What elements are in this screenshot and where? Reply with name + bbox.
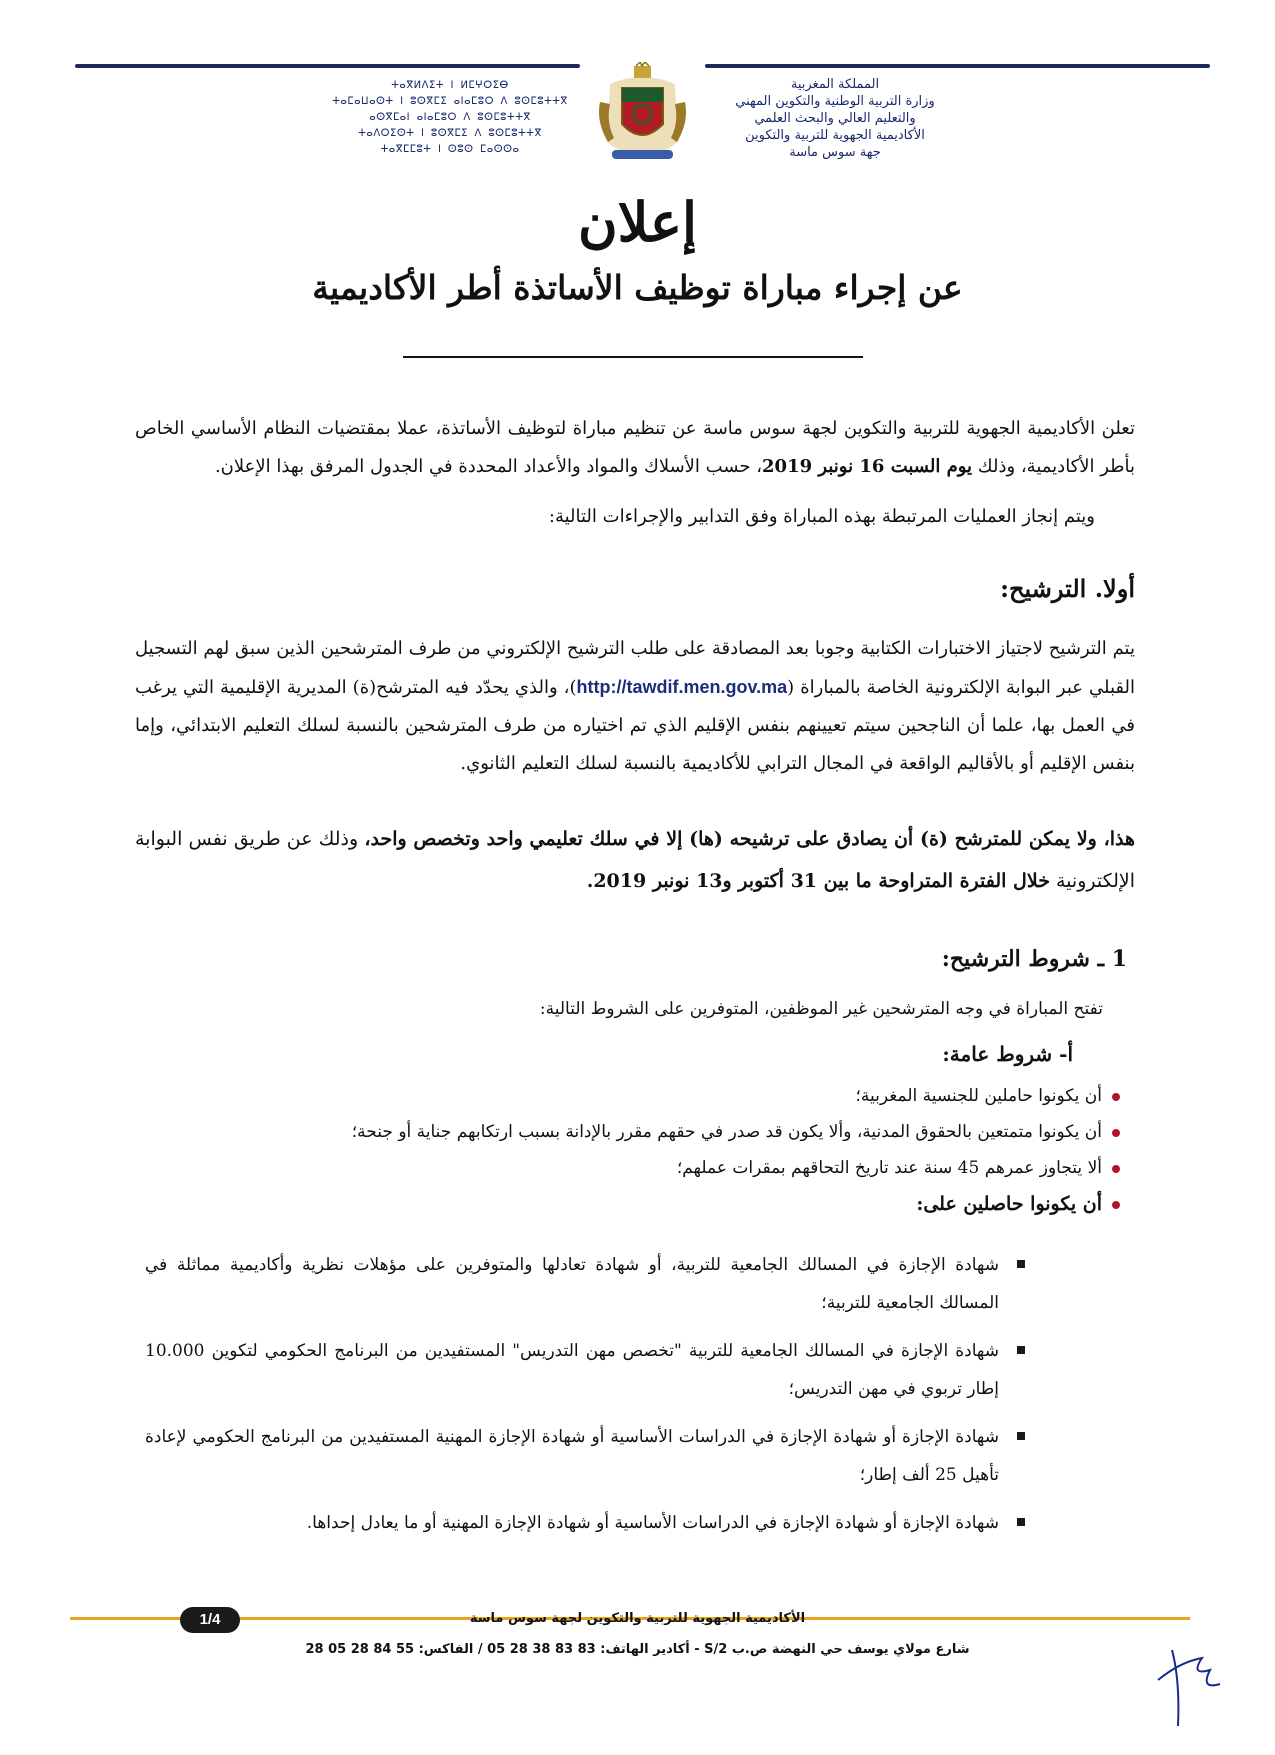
conditions-intro: تفتح المباراة في وجه المترشحين غير الموظفين، المتوفرين على الشروط التالية: bbox=[539, 999, 1103, 1019]
degrees-list bbox=[145, 1246, 1025, 1552]
bullet-dot-icon bbox=[1112, 1093, 1120, 1101]
conditions-heading: 1 ـ شروط الترشيح: bbox=[941, 946, 1127, 972]
bullet-dot-icon bbox=[1112, 1201, 1120, 1209]
intro-text-b: ، حسب الأسلاك والمواد والأعداد المحددة في الجدول المرفق بهذا الإعلان. bbox=[214, 456, 763, 477]
list-item bbox=[130, 1078, 1120, 1114]
square-bullet-icon bbox=[1017, 1518, 1025, 1526]
header-tif-line: ⵜⴰⴳⵍⴷⵉⵜ ⵏ ⵍⵎⵖⵔⵉⴱ bbox=[391, 80, 509, 91]
general-conditions-heading: أ- شروط عامة: bbox=[942, 1042, 1073, 1066]
header-tif-line: ⵜⴰⴷⵔⵉⵙⵜ ⵏ ⵓⵙⴳⵎⵉ ⴷ ⵓⵙⵎⵓⵜⵜⴳ bbox=[358, 128, 542, 139]
bullet-dot-icon bbox=[1112, 1129, 1120, 1137]
footer-address: شارع مولاي يوسف حي النهضة ص.ب 2/S - أكادير الهاتف: 83 83 38 28 05 / الفاكس: 55 84 28 05 28 bbox=[305, 1642, 970, 1657]
header-rule-left bbox=[75, 64, 580, 68]
general-conditions-list bbox=[130, 1078, 1120, 1222]
list-item-text: ألا يتجاوز عمرهم 45 سنة عند تاريخ التحاقهم بمقرات عملهم؛ bbox=[676, 1158, 1102, 1178]
header-tif-line: ⵜⴰⴳⵎⵎⵓⵜ ⵏ ⵙⵓⵙ ⵎⴰⵙⵙⴰ bbox=[380, 144, 520, 155]
list-item bbox=[130, 1150, 1120, 1186]
title-underline bbox=[403, 356, 863, 358]
header-tif-line: ⵜⴰⵎⴰⵡⴰⵙⵜ ⵏ ⵓⵙⴳⵎⵉ ⴰⵏⴰⵎⵓⵔ ⴷ ⵓⵙⵎⵓⵜⵜⴳ bbox=[332, 96, 568, 107]
page-number-badge: 1/4 bbox=[180, 1607, 240, 1633]
note-bold-a: هذا، ولا يمكن للمترشح (ة) أن يصادق على ترشيحه (ها) إلا في سلك تعليمي واحد وتخصص واحد، bbox=[364, 828, 1135, 850]
header-ar-line: المملكة المغربية bbox=[790, 77, 880, 92]
royal-coat-of-arms-icon bbox=[590, 62, 695, 172]
list-item bbox=[145, 1332, 1025, 1408]
header-ar-line: جهة سوس ماسة bbox=[789, 145, 881, 160]
list-item-text: أن يكونوا حاملين للجنسية المغربية؛ bbox=[855, 1086, 1102, 1106]
list-item bbox=[130, 1186, 1120, 1222]
exam-date: يوم السبت 16 نونبر 2019 bbox=[762, 456, 973, 477]
list-item-text: أن يكونوا متمتعين بالحقوق المدنية، وألا يكون قد صدر في حقهم مقرر بالإدانة بسبب ارتكابهم جناية أو جنحة؛ bbox=[351, 1122, 1102, 1142]
bullet-dot-icon bbox=[1112, 1165, 1120, 1173]
list-item-text: شهادة الإجازة أو شهادة الإجازة في الدراسات الأساسية أو شهادة الإجازة المهنية أو ما يعادل إحداها. bbox=[306, 1513, 999, 1533]
list-item bbox=[130, 1114, 1120, 1150]
portal-link[interactable]: http://tawdif.men.gov.ma bbox=[576, 677, 788, 697]
header-tifinagh-block bbox=[330, 78, 570, 158]
candidacy-text-b: )، والذي يحدّد فيه المترشح(ة) المديرية الإقليمية التي يرغب في العمل بها، علما أن الناجحين سيتم تعيينهم بنفس الإقليم الذي تم اختياره من طرف المترشحين بالنسبة لسلك التعليم الابتدائي، وإما بنفس الإقليم أو بالأقاليم الواقعة في المجال الترابي للأكاديمية بالنسبة لسلك التعليم الثانوي. bbox=[135, 677, 1135, 774]
square-bullet-icon bbox=[1017, 1432, 1025, 1440]
section-heading-candidacy: أولا. الترشيح: bbox=[1000, 574, 1135, 603]
square-bullet-icon bbox=[1017, 1346, 1025, 1354]
list-item bbox=[145, 1418, 1025, 1494]
announcement-title: إعلان bbox=[577, 190, 698, 254]
candidacy-paragraph bbox=[135, 630, 1135, 783]
header-ar-line: الأكاديمية الجهوية للتربية والتكوين bbox=[745, 128, 925, 143]
header-ar-line: وزارة التربية الوطنية والتكوين المهني bbox=[735, 94, 935, 109]
candidacy-text-a: يتم الترشيح لاجتياز الاختبارات الكتابية وجوبا بعد المصادقة على طلب الترشيح الإلكتروني من طرف المترشحين الذين سبق لهم التسجيل القبلي عبر البوابة الإلكترونية الخاصة بالمباراة ( bbox=[135, 638, 1135, 698]
intro-procedures: ويتم إنجاز العمليات المرتبطة بهذه المباراة وفق التدابير والإجراءات التالية: bbox=[548, 506, 1095, 527]
footer-organization: الأكاديمية الجهوية للتربية والتكوين لجهة سوس ماسة bbox=[469, 1611, 806, 1626]
list-item-text: أن يكونوا حاصلين على: bbox=[916, 1193, 1102, 1215]
header-tif-line: ⴰⵙⴳⵎⴰⵏ ⴰⵏⴰⵎⵓⵔ ⴷ ⵓⵙⵎⵓⵜⵜⴳ bbox=[369, 112, 531, 123]
note-text-mid: وذلك عن طريق نفس البوابة الإلكترونية bbox=[135, 828, 1135, 892]
square-bullet-icon bbox=[1017, 1260, 1025, 1268]
list-item-text: شهادة الإجازة في المسالك الجامعية للتربية "تخصص مهن التدريس" المستفيدين من البرنامج الحكومي لتكوين 10.000 إطار تربوي في مهن التدريس؛ bbox=[145, 1341, 999, 1399]
candidacy-period: خلال الفترة المتراوحة ما بين 31 أكتوبر و13 نونبر 2019. bbox=[586, 870, 1050, 892]
list-item bbox=[145, 1504, 1025, 1542]
candidacy-note bbox=[135, 818, 1135, 902]
list-item-text: شهادة الإجازة أو شهادة الإجازة في الدراسات الأساسية أو شهادة الإجازة المهنية المستفيدين من البرنامج الحكومي لإعادة تأهيل 25 ألف إطار؛ bbox=[145, 1427, 999, 1485]
intro-text-a: تعلن الأكاديمية الجهوية للتربية والتكوين لجهة سوس ماسة عن تنظيم مباراة لتوظيف الأساتذة، عملا بمقتضيات النظام الأساسي الخاص بأطر الأكاديمية، وذلك bbox=[135, 418, 1135, 477]
announcement-subtitle: عن إجراء مباراة توظيف الأساتذة أطر الأكاديمية bbox=[312, 268, 963, 307]
list-item-text: شهادة الإجازة في المسالك الجامعية للتربية، أو شهادة تعادلها والمتوفرين على مؤهلات نظرية وأكاديمية مماثلة في المسالك الجامعية للتربية؛ bbox=[145, 1255, 999, 1313]
header-ar-line: والتعليم العالي والبحث العلمي bbox=[754, 111, 916, 126]
intro-paragraph bbox=[135, 410, 1135, 486]
header-rule-right bbox=[705, 64, 1210, 68]
handwritten-signature-icon bbox=[1150, 1640, 1230, 1730]
list-item bbox=[145, 1246, 1025, 1322]
